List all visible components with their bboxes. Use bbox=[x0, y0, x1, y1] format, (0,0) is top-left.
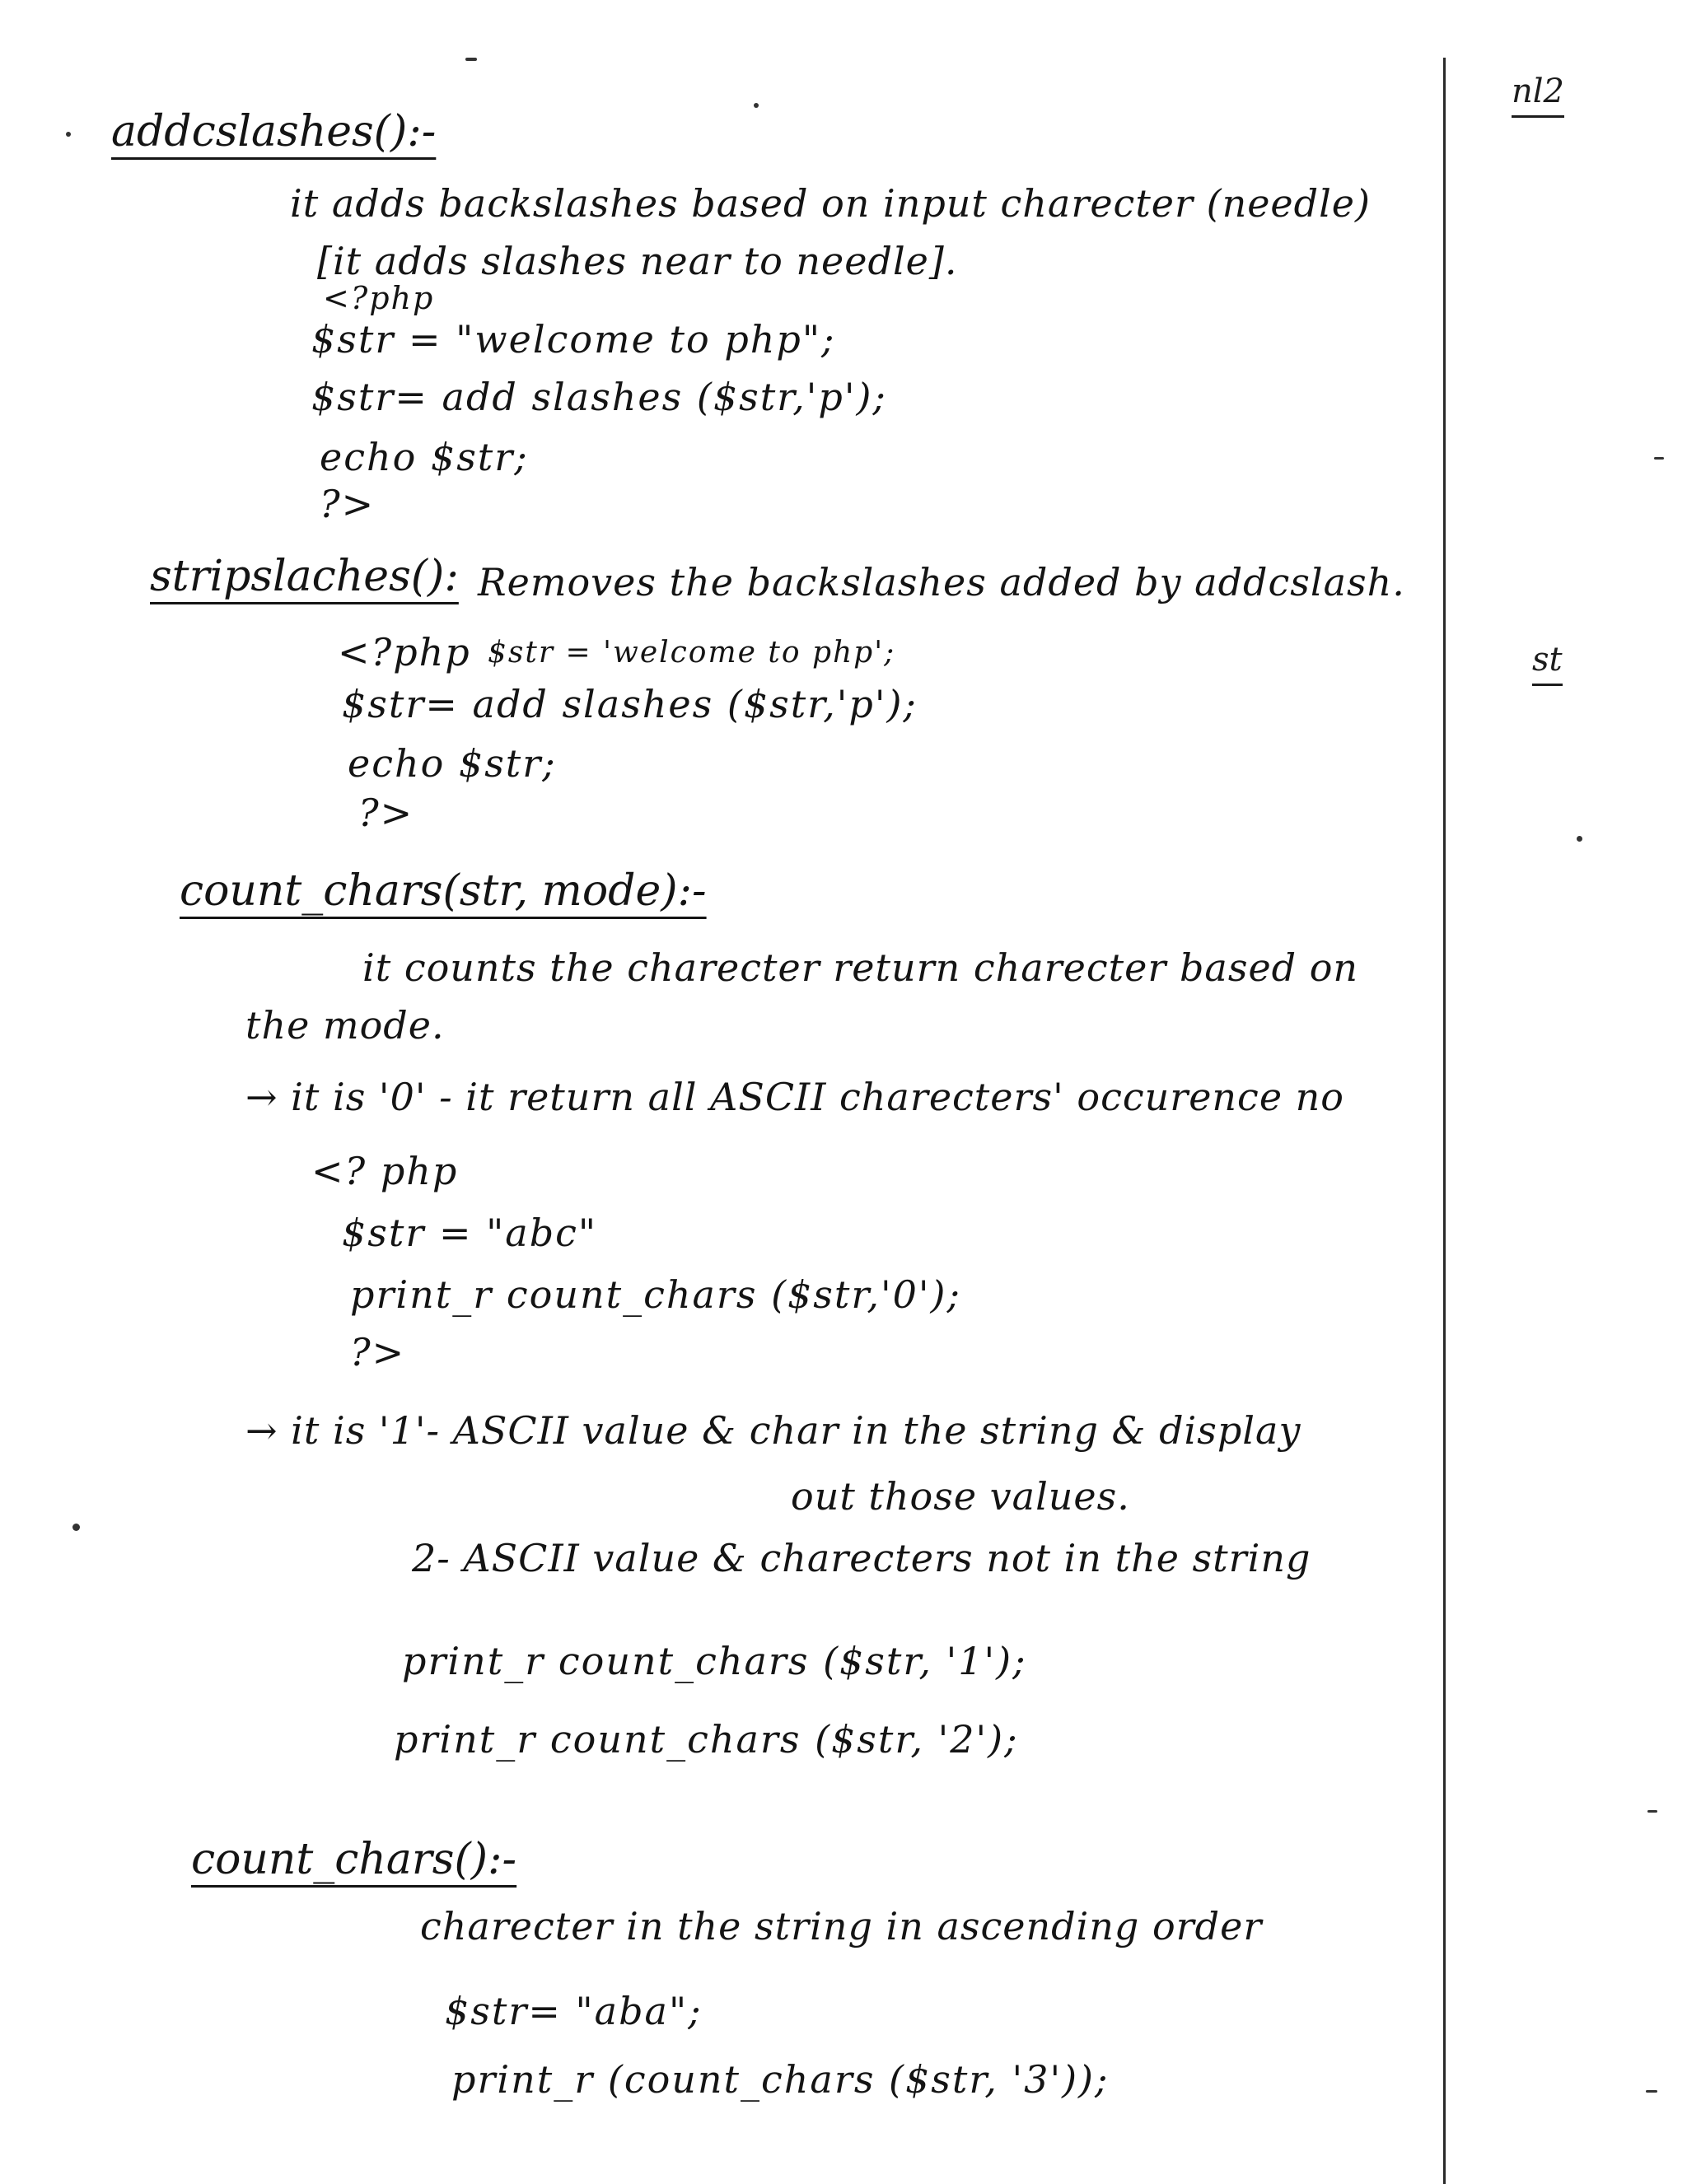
count-chars-code-close: ?> bbox=[350, 1330, 406, 1374]
scan-speck bbox=[1647, 1810, 1657, 1813]
stripslashes-code-open: <?php bbox=[338, 630, 471, 674]
count-chars-code-open: <? php bbox=[311, 1149, 459, 1193]
count-chars-code-2: print_r count_chars ($str,'0'); bbox=[350, 1272, 961, 1317]
addcslashes-code-1: $str = "welcome to php"; bbox=[311, 317, 836, 362]
addcslashes-code-2: $str= add slashes ($str,'p'); bbox=[311, 375, 887, 419]
count-chars-order-desc: charecter in the string in ascending order bbox=[420, 1904, 1263, 1948]
count-chars-desc-1: it counts the charecter return charecter based on bbox=[362, 945, 1359, 990]
scan-speck bbox=[754, 103, 759, 108]
section-heading-stripslashes: stripslaches(): bbox=[150, 552, 459, 601]
count-chars-order-code-1: $str= "aba"; bbox=[445, 1989, 703, 2033]
addcslashes-desc-2: [it adds slashes near to needle]. bbox=[317, 239, 958, 283]
count-chars-mode-0: → it is '0' - it return all ASCII charecters' occurence no bbox=[245, 1075, 1344, 1119]
scan-speck bbox=[1654, 457, 1664, 460]
addcslashes-code-close: ?> bbox=[320, 482, 376, 526]
stripslashes-desc: Removes the backslashes added by addcslash. bbox=[478, 560, 1405, 604]
stripslashes-code-1: $str = 'welcome to php'; bbox=[488, 636, 896, 670]
count-chars-mode-1-cont: out those values. bbox=[791, 1474, 1130, 1519]
scan-speck bbox=[1577, 836, 1582, 842]
scan-speck bbox=[465, 58, 477, 61]
stripslashes-code-2: $str= add slashes ($str,'p'); bbox=[342, 682, 918, 726]
count-chars-code-1: $str = "abc" bbox=[342, 1211, 598, 1255]
margin-note-middle: st bbox=[1532, 641, 1563, 686]
count-chars-mode-1: → it is '1'- ASCII value & char in the string & display bbox=[245, 1408, 1301, 1453]
count-chars-order-code-2: print_r (count_chars ($str, '3')); bbox=[451, 2057, 1110, 2102]
addcslashes-desc-1: it adds backslashes based on input charecter (needle) bbox=[290, 181, 1371, 226]
section-heading-count-chars-mode: count_chars(str, mode):- bbox=[180, 866, 707, 916]
addcslashes-code-3: echo $str; bbox=[320, 435, 529, 479]
scan-speck bbox=[72, 1524, 80, 1531]
stripslashes-code-close: ?> bbox=[358, 791, 414, 835]
scan-speck bbox=[1646, 2090, 1657, 2093]
section-heading-count-chars: count_chars():- bbox=[191, 1835, 517, 1884]
count-chars-code-4: print_r count_chars ($str, '2'); bbox=[394, 1717, 1019, 1762]
section-heading-addcslashes: addcslashes():- bbox=[111, 107, 437, 156]
count-chars-mode-2: 2- ASCII value & charecters not in the string bbox=[412, 1536, 1311, 1580]
margin-rule bbox=[1443, 58, 1446, 2184]
stripslashes-code-3: echo $str; bbox=[348, 741, 557, 786]
margin-note-top: nl2 bbox=[1512, 72, 1564, 118]
scan-speck bbox=[66, 132, 71, 137]
count-chars-desc-2: the mode. bbox=[245, 1003, 445, 1048]
count-chars-code-3: print_r count_chars ($str, '1'); bbox=[402, 1639, 1027, 1683]
addcslashes-code-open: <?php bbox=[323, 280, 435, 316]
